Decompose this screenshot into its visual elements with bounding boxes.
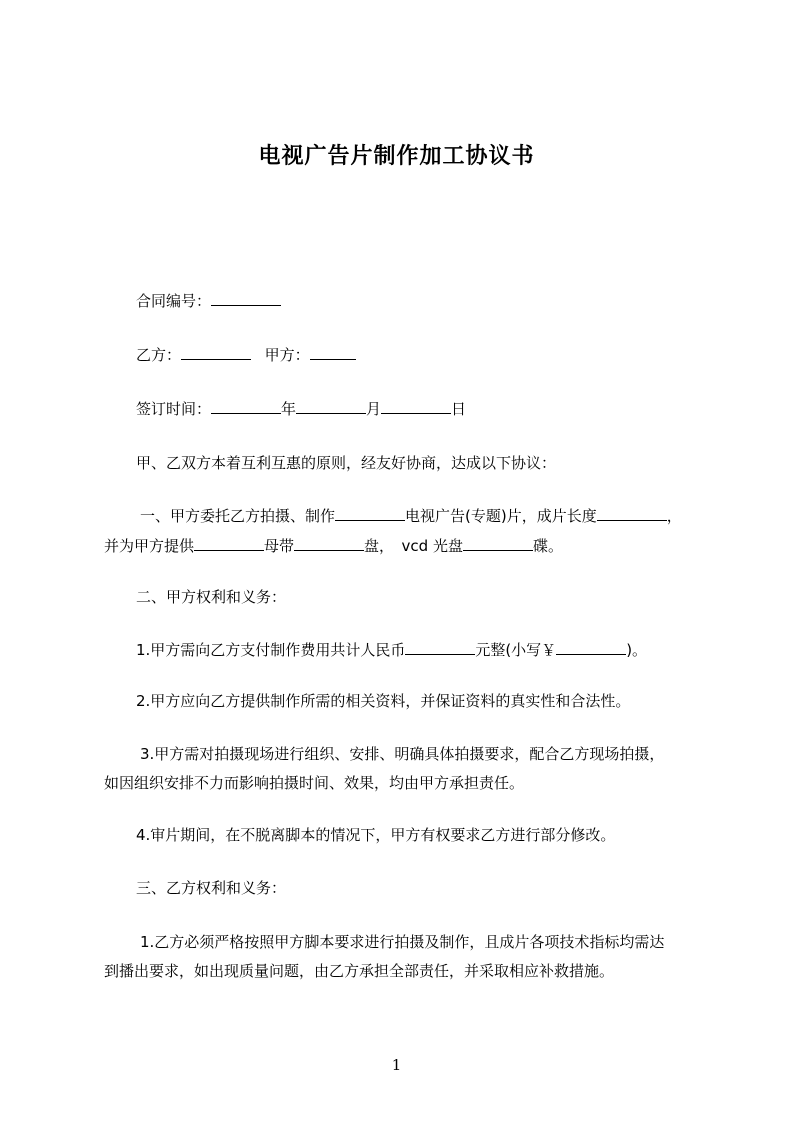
- year-blank: [211, 398, 281, 414]
- parties-line: [136, 342, 736, 368]
- clause1-text-b: 电视广告(专题)片，成片长度: [405, 507, 597, 525]
- month-label: 月: [366, 400, 382, 418]
- s2-item1-text-a: 1.甲方需向乙方支付制作费用共计人民币: [136, 641, 406, 659]
- section3-item1-line1: 1.乙方必须严格按照甲方脚本要求进行拍摄及制作，且成片各项技术指标均需达: [140, 933, 665, 951]
- clause1-blank-master: [194, 535, 264, 551]
- document-title: 电视广告片制作加工协议书: [258, 144, 535, 169]
- contract-number-label: 合同编号：: [136, 292, 212, 310]
- contract-number-line: [136, 288, 736, 314]
- s2-item1-text-b: 元整(小写￥: [475, 641, 557, 659]
- day-blank: [381, 398, 451, 414]
- sign-time-label: 签订时间：: [136, 400, 212, 418]
- clause1-text-g: 碟。: [532, 537, 563, 555]
- clause1-blank-tapes: [294, 535, 364, 551]
- clause1-text-e: 母带: [264, 537, 295, 555]
- clause1-line1: [140, 503, 740, 529]
- s2-item1-blank-figure: [556, 639, 626, 655]
- intro-paragraph: 甲、乙双方本着互利互惠的原则，经友好协商，达成以下协议：: [136, 454, 557, 472]
- clause1-text-f: 盘， vcd 光盘: [364, 537, 463, 555]
- section2-item4: 4.审片期间，在不脱离脚本的情况下，甲方有权要求乙方进行部分修改。: [136, 826, 616, 844]
- party-a-label: 甲方：: [264, 346, 310, 364]
- day-label: 日: [451, 400, 467, 418]
- page-number: 1: [391, 1056, 402, 1074]
- party-a-blank: [310, 344, 356, 360]
- clause1-blank-discs: [463, 535, 533, 551]
- month-blank: [296, 398, 366, 414]
- clause1-text-a: 一、甲方委托乙方拍摄、制作: [140, 507, 336, 525]
- clause1-text-d: 并为甲方提供: [104, 537, 195, 555]
- year-label: 年: [281, 400, 297, 418]
- section2-item1: [136, 637, 736, 663]
- s2-item1-blank-amount: [405, 639, 475, 655]
- section2-item2: 2.甲方应向乙方提供制作所需的相关资料，并保证资料的真实性和合法性。: [136, 692, 631, 710]
- section3-title: 三、乙方权利和义务：: [136, 879, 287, 897]
- section2-item3-line2: 如因组织安排不力而影响拍摄时间、效果，均由甲方承担责任。: [104, 774, 525, 792]
- clause1-blank-product: [335, 505, 405, 521]
- section3-item1-line2: 到播出要求，如出现质量问题，由乙方承担全部责任，并采取相应补救措施。: [104, 962, 615, 980]
- clause1-line2: [104, 533, 704, 559]
- clause1-text-c: ，: [666, 507, 682, 525]
- s2-item1-text-c: )。: [626, 641, 648, 659]
- party-b-label: 乙方：: [136, 346, 182, 364]
- sign-time-line: [136, 396, 736, 422]
- section2-title: 二、甲方权利和义务：: [136, 588, 287, 606]
- section2-item3-line1: 3.甲方需对拍摄现场进行组织、安排、明确具体拍摄要求，配合乙方现场拍摄，: [140, 745, 665, 763]
- party-b-blank: [181, 344, 251, 360]
- clause1-blank-length: [597, 505, 667, 521]
- contract-number-blank: [211, 290, 281, 306]
